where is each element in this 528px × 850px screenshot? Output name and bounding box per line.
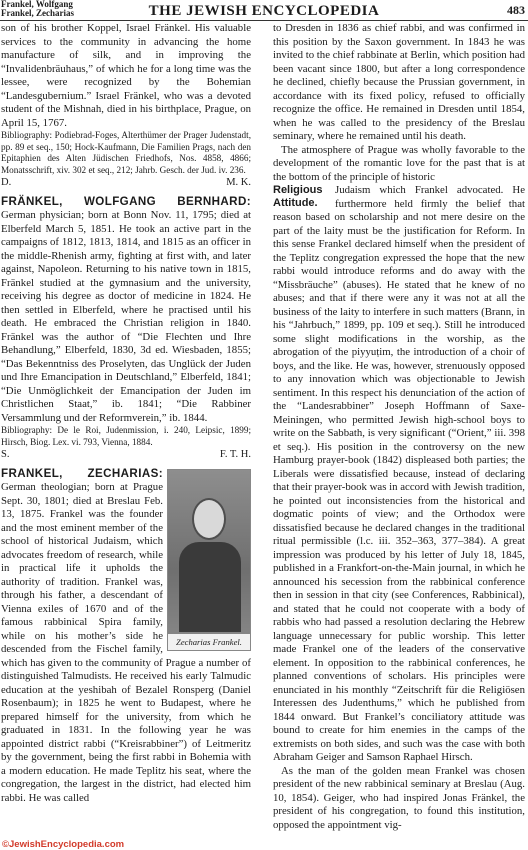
side-heading: Religious Attitude. [273,184,323,209]
entry-body: German theologian; born at Prague Sept. 30, 1801; died at Breslau Feb. 13, 1875. Frankel was the founder and the most eminent member of the school of historical Judaism, which advocates freedom of research, while in practical life it upholds the authority of tradition. Frankel was, through his father, a descendant of Vienna exiles of 1670 and of the famous rabbinical Spira family, while on his mother’s side he descended from the Fischel family, which has given to the community of Prague a number of distinguished Talmudists. He received his early Talmudic education at the yeshibah of Bezalel Ronsperg (Daniel Rosenbaum); in 1825 he went to Budapest, where he prepared himself for the university, from which he graduated in 1831. In the following year he was appointed district rabbi (“Kreisrabbiner”) of Leitmeritz by the government, being the first rabbi in Bohemia with a modern education. He made Teplitz his seat, where the congregation, the largest in the district, had elected him rabbi. He was called [1,481,251,804]
entry-heading: FRANKEL, ZECHARIAS: [1,466,163,480]
watermark: ©JewishEncyclopedia.com [2,839,125,850]
portrait-face [194,500,224,538]
publication-title: THE JEWISH ENCYCLOPEDIA [148,3,380,19]
right-column [273,22,525,850]
bibliography: Bibliography: De le Roi, Judenmission, i. 240, Leipsic, 1899; Hirsch, Biog. Lex. vi. 793, Vienna, 1884. [1,425,251,447]
signature-right: F. T. H. [219,449,251,460]
paragraph [273,144,525,185]
portrait-figure [167,469,251,651]
running-head-line2: Frankel, Zecharias [1,7,74,18]
paragraph-intro: The atmosphere of Prague was wholly favorable to the development of the romantic love for the past that is at the bottom of the principle of historic [273,143,525,183]
left-column [1,22,251,850]
entry-wolfgang [1,195,251,426]
signature-left: S. [1,449,10,460]
paragraph: As the man of the golden mean Frankel was chosen president of the new rabbinical seminary at Breslau (Aug. 10, 1854). Geiger, who had inspired Jonas Fränkel, the president of his congregation, to found this institution, opposed the appointment vig- [273,764,525,831]
paragraph: to Dresden in 1836 as chief rabbi, and was confirmed in this position by the Saxon government. In 1843 he was invited to the chief rabbinate at Berlin, which position had been vacant since 1800, but after a long correspondence he declined, chiefly because the Prussian government, in accordance with its fixed policy, refused to officially recognize the office. He remained in Dresden until 1854, when he was called to the presidency of the Breslau seminary, where he remained until his death. [273,22,525,142]
running-head-line1: Frankel, Wolfgang [1,0,73,9]
continued-paragraph: son of his brother Koppel, Israel Fränkel. His valuable services to the community in advancing the home manufacture of silk, and in improving the “Invalidenbräuhaus,” of which he for a long time was the lessee, were recognized by the Bohemian “Landesgubernium.” Israel Fränkel, who was a devoted student of the Mishnah, died in his birthplace, Prague, on April 15, 1767. [1,22,251,129]
entry-zecharias [1,467,251,806]
paragraph: Judaism which Frankel advocated. He furthermore held firmly the belief that reason based on scholarship and not mere desire on the part of the laity must be the justification for Reform. In this sense Frankel declared himself when the president of the Teplitz congregation expressed the hope that the new rabbi would introduce reforms and do away with the “Missbräuche” (abuses). He stated that he knew of no abuses; and that if there were any it was not at all the business of the laity to interfere in such matters (Brann, in his “Jahrbuch,” 1899, pp. 109 et seq.). Still he introduced some slight modifications in the worship, as the abrogation of the piyyuṭim, the introduction of a choir of boys, and the like. He was, however, strenuously opposed to any innovation which was objectionable to Jewish sentiment. In this respect his denunciation of the action of the “Landesrabbiner” Joseph Hoffmann of Saxe-Meiningen, who permitted Jewish high-school boys to write on the Sabbath, is very significant (“Orient,” iii. 398 et seq.). His position in the controversy on the new Hamburg prayer-book (1842) displeased both parties; the Liberals were dissatisfied because, instead of declaring that their prayer-book was in accord with Jewish tradition, he pointed out inconsistencies from the historical and dogmatic points of view; and the Orthodox were dissatisfied because he declared changes in the traditional ritual permissible (l.c. iii. 352–363, 377–384). A great impression was produced by his letter of July 18, 1845, published in a Frankfort-on-the-Main journal, in which he announced his secession from the rabbinical conference then in session in that city (see Conferences, Rabbinical), and stated that he could not cooperate with a body of rabbis who had passed a resolution declaring the Hebrew language unnecessary for public worship. This letter made Frankel one of the leaders of the conservative element. In opposition to the rabbinical conferences, he planned conventions of scholars. His principles were enunciated in his monthly “Zeitschrift für die Religiösen Interessen des Judenthums,” which he published from 1844 onward. But Frankel’s conciliatory attitude was bound to create for him enemies in the camps of the extremists on both sides, and such was the case with both Abraham Geiger and Samson Raphael Hirsch. [273,184,525,763]
signature-left: D. [1,177,12,188]
page-header [0,0,528,20]
portrait-body [179,542,241,632]
bibliography: Bibliography: Podiebrad-Foges, Alterthümer der Prager Judenstadt, pp. 89 et seq., 150; Hock-Kaufmann, Die Familien Prags, nach den Epitaphien des Alten Jüdischen Friedhofs, Nos. 4858, 4866; Monatsschrift, xiv. 302 et seq., 212; Jahrb. Gesch. der Jud. iv. 236. [1,130,251,175]
header-rule [0,20,528,21]
signature-line [1,448,251,462]
signature-line [1,176,251,190]
page-number: 483 [507,3,525,17]
entry-body: German physician; born at Bonn Nov. 11, 1795; died at Elberfeld March 5, 1851. He took an active part in the campaigns of 1812, 1813, 1814, and 1815 as an officer in the middle-Rhenish army, fighting at first with, and later against, Napoleon. Returning to his native town in 1815, Fränkel studied at the gymnasium and the university, receiving his degree as doctor of medicine in 1824. He then settled in Elberfeld, where he practised until his death. He embraced the Christian religion in 1840. Fränkel was the author of “Die Flechten und Ihre Behandlung,” Elberfeld, 1830, 3d ed. Wiesbaden, 1855; “Das Bekenntniss des Proselyten, das Unglück der Juden und Ihre Emancipation in Deutschland,” Elberfeld, 1841; “Die Unmöglichkeit der Emancipation der Juden im Christlichen Staat,” ib. 1841; “Die Rabbiner Versammlung und der Reformverein,” ib. 1844. [1,209,251,424]
signature-right: M. K. [226,177,251,188]
figure-caption: Zecharias Frankel. [168,634,250,650]
entry-heading: FRÄNKEL, WOLFGANG BERNHARD: [1,194,251,208]
